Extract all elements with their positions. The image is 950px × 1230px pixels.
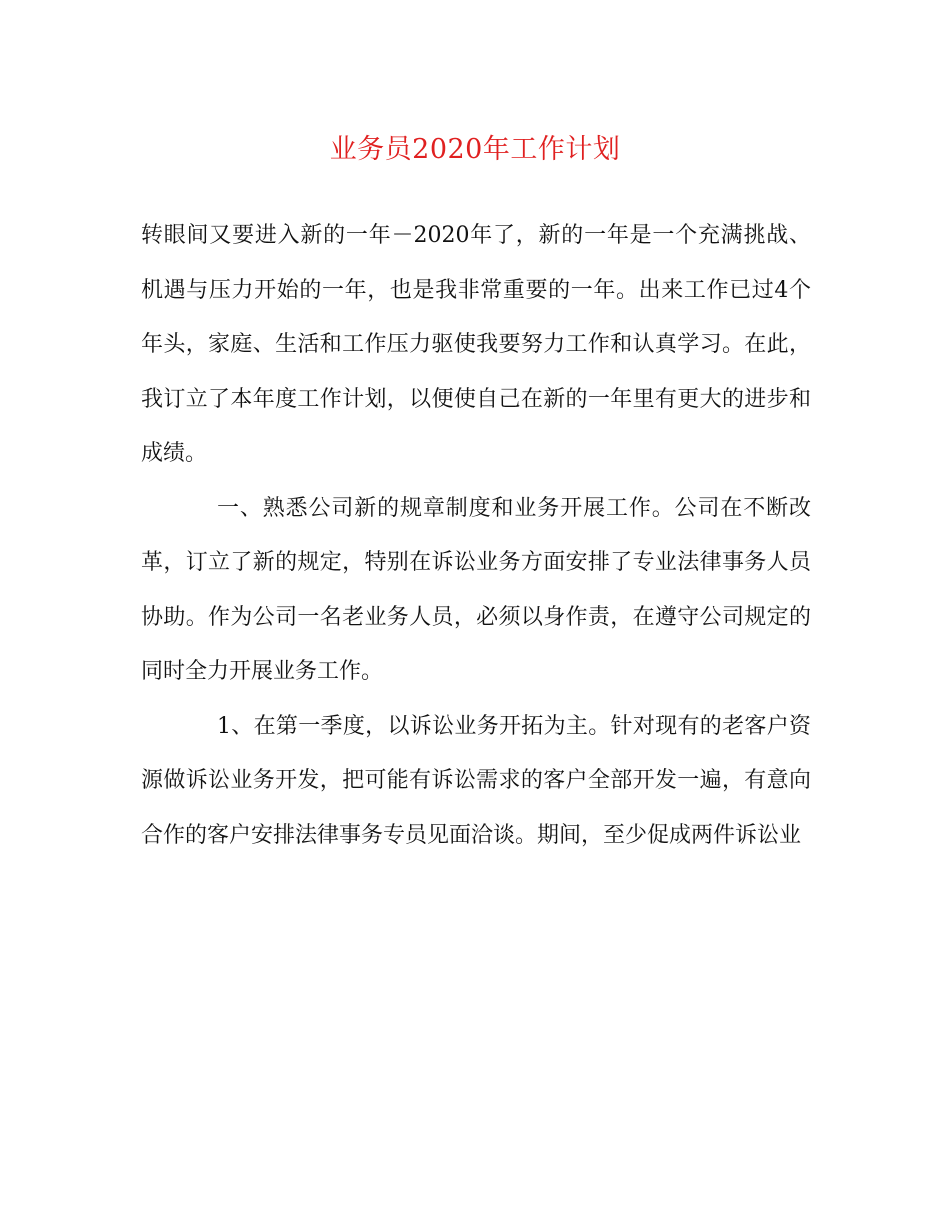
document-body (141, 209, 811, 863)
document-title: 业务员2020年工作计划 (329, 134, 621, 165)
paragraph-intro: 转眼间又要进入新的一年－2020年了，新的一年是一个充满挑战、机遇与压力开始的一年，也是我非常重要的一年。出来工作已过4个年头，家庭、生活和工作压力驱使我要努力工作和认真学习。在此，我订立了本年度工作计划，以便使自己在新的一年里有更大的进步和成绩。 (141, 223, 811, 466)
paragraph-item-one: 1、在第一季度，以诉讼业务开拓为主。针对现有的老客户资源做诉讼业务开发，把可能有诉讼需求的客户全部开发一遍，有意向合作的客户安排法律事务专员见面洽谈。期间，至少促成两件诉讼业 (141, 713, 811, 848)
paragraph-section-one: 一、熟悉公司新的规章制度和业务开展工作。公司在不断改革，订立了新的规定，特别在诉讼业务方面安排了专业法律事务人员协助。作为公司一名老业务人员，必须以身作责，在遵守公司规定的同时全力开展业务工作。 (141, 495, 811, 684)
